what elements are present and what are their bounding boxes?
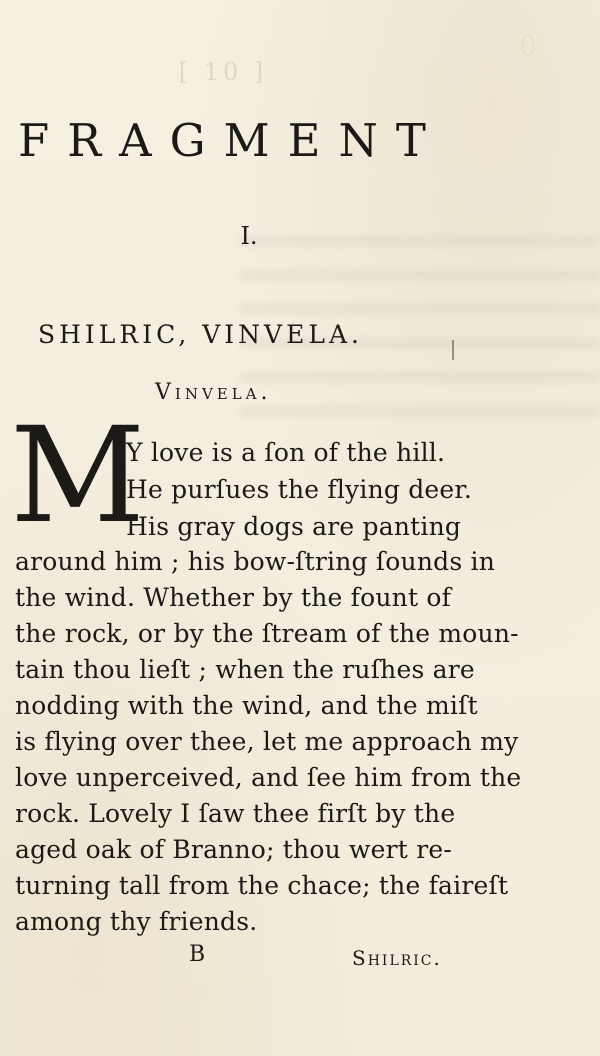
speakers-heading: SHILRIC, VINVELA. <box>38 320 363 349</box>
body-line: aged oak of Branno; thou wert re- <box>15 835 452 864</box>
body-line: tain thou lieſt ; when the ruſhes are <box>15 655 475 684</box>
body-line: He purſues the flying deer. <box>126 475 472 504</box>
page-number-bleed: [ 10 ] <box>178 58 268 86</box>
body-line: His gray dogs are panting <box>126 512 462 541</box>
fragment-number: I. <box>240 222 258 250</box>
body-line: the wind. Whether by the fount of <box>15 583 452 612</box>
body-line: the rock, or by the ſtream of the moun- <box>15 619 519 648</box>
bleed-line <box>240 236 600 246</box>
bleed-line <box>240 406 600 416</box>
body-line: among thy friends. <box>15 907 258 936</box>
print-mark <box>452 340 454 360</box>
body-line: rock. Lovely I ſaw thee firſt by the <box>15 799 456 828</box>
paper-mark <box>522 34 534 56</box>
signature-mark: B <box>189 942 206 967</box>
fragment-title: FRAGMENT <box>18 114 444 167</box>
body-line: nodding with the wind, and the miſt <box>15 691 478 720</box>
body-line: turning tall from the chace; the faireſt <box>15 871 509 900</box>
body-line: Y love is a ſon of the hill. <box>126 438 446 467</box>
speaker-heading: Vinvela. <box>155 380 272 405</box>
body-line: around him ; his bow-ſtring ſounds in <box>15 547 496 576</box>
bleed-line <box>240 270 600 280</box>
bleed-line <box>240 304 600 314</box>
body-line: is flying over thee, let me approach my <box>15 727 519 756</box>
catchword: Shilric. <box>352 946 442 970</box>
body-line: love unperceived, and ſee him from the <box>15 763 522 792</box>
drop-cap: M <box>10 399 146 553</box>
bleed-line <box>240 372 600 382</box>
